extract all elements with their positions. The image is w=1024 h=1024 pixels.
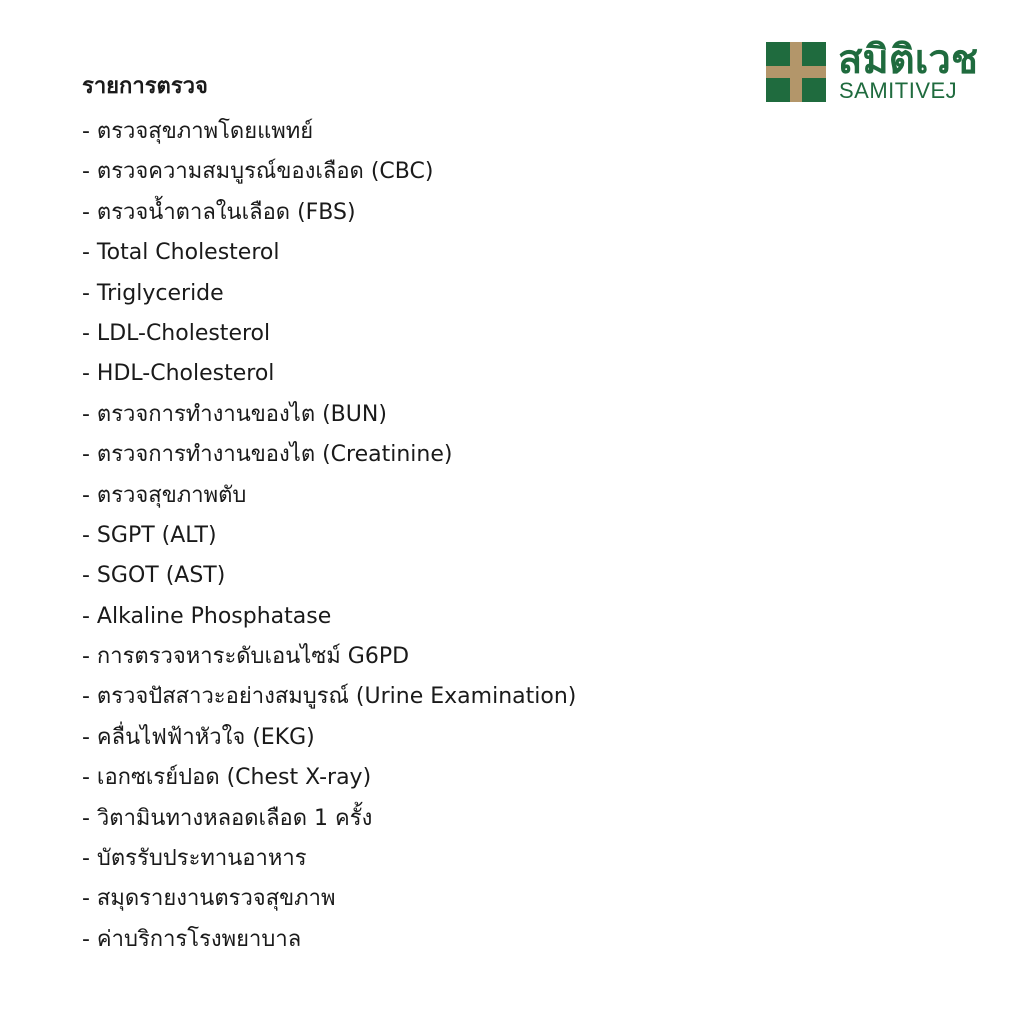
list-item: - ตรวจสุขภาพโดยแพทย์ bbox=[82, 119, 314, 144]
logo-english-name: SAMITIVEJ bbox=[839, 78, 958, 103]
list-item: - ค่าบริการโรงพยาบาล bbox=[82, 926, 302, 952]
checkup-item-list bbox=[82, 112, 576, 960]
list-item: - SGOT (AST) bbox=[82, 563, 226, 589]
list-item: - คลื่นไฟฟ้าหัวใจ (EKG) bbox=[82, 724, 315, 750]
list-item: - วิตามินทางหลอดเลือด 1 ครั้ง bbox=[82, 805, 373, 831]
list-item: - การตรวจหาระดับเอนไซม์ G6PD bbox=[82, 644, 410, 670]
list-item: - ตรวจสุขภาพตับ bbox=[82, 482, 247, 508]
medical-cross-icon bbox=[766, 42, 826, 102]
list-item: - บัตรรับประทานอาหาร bbox=[82, 846, 307, 872]
list-item: - ตรวจปัสสาวะอย่างสมบูรณ์ (Urine Examination) bbox=[82, 684, 577, 710]
logo-thai-name: สมิติเวช bbox=[838, 37, 979, 83]
list-item: - Total Cholesterol bbox=[82, 240, 280, 266]
checkup-list-heading: รายการตรวจ bbox=[82, 74, 208, 99]
samitivej-logo bbox=[766, 37, 986, 106]
list-item: - HDL-Cholesterol bbox=[82, 361, 275, 387]
list-item: - ตรวจความสมบูรณ์ของเลือด (CBC) bbox=[82, 159, 434, 185]
list-item: - LDL-Cholesterol bbox=[82, 320, 271, 346]
list-item: - ตรวจการทำงานของไต (Creatinine) bbox=[82, 442, 453, 468]
list-item: - Triglyceride bbox=[82, 280, 224, 306]
list-item: - SGPT (ALT) bbox=[82, 522, 217, 548]
list-item: - ตรวจน้ำตาลในเลือด (FBS) bbox=[82, 199, 356, 225]
list-item: - ตรวจการทำงานของไต (BUN) bbox=[82, 401, 387, 427]
list-item: - สมุดรายงานตรวจสุขภาพ bbox=[82, 886, 336, 912]
list-item: - เอกซเรย์ปอด (Chest X-ray) bbox=[82, 765, 372, 791]
list-item: - Alkaline Phosphatase bbox=[82, 603, 332, 629]
